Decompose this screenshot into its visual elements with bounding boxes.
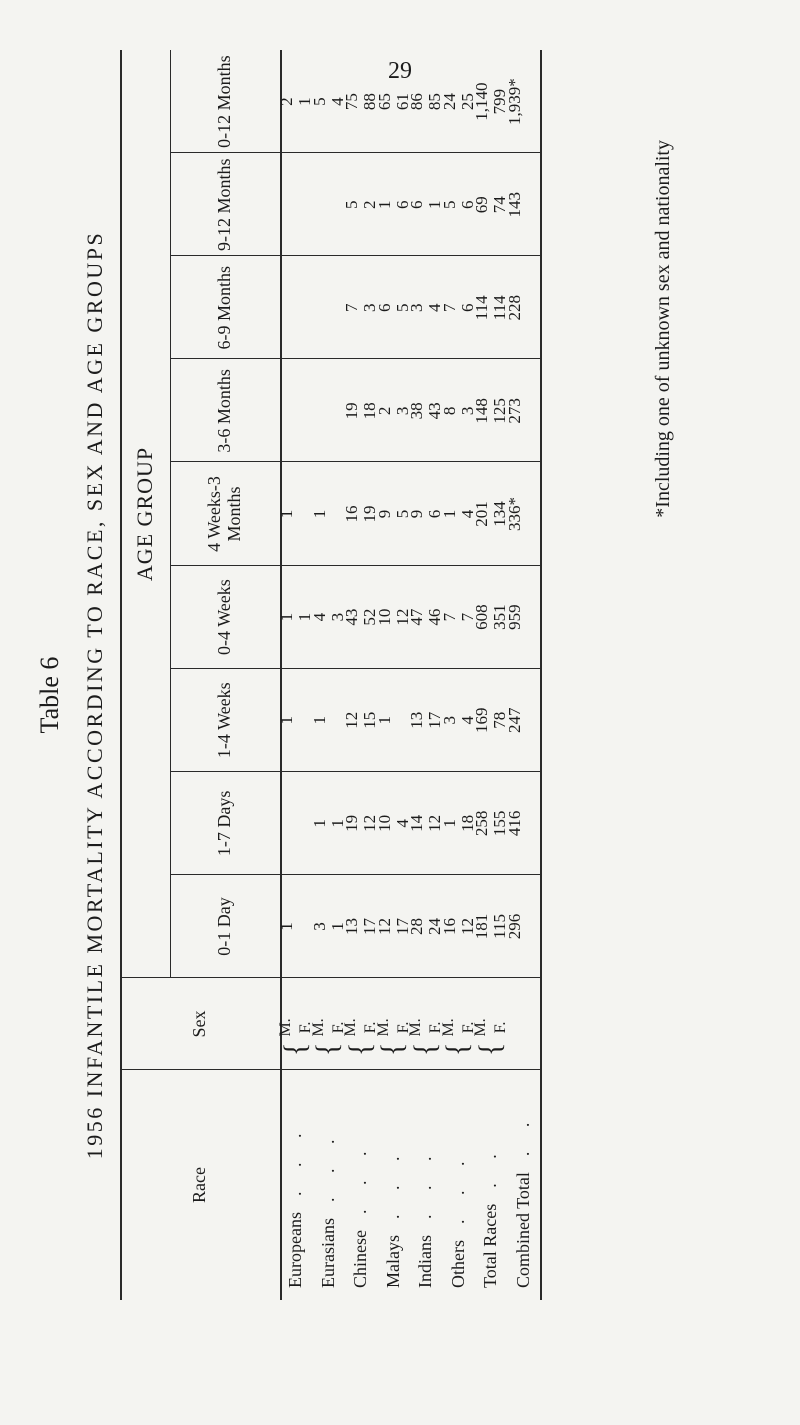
age-group-col-header: 3-6 Months (214, 369, 235, 453)
value: 7 (439, 612, 459, 622)
value: 336* (504, 497, 524, 532)
value: 2 (360, 200, 380, 209)
value-cell (309, 50, 347, 153)
value: 1 (309, 819, 329, 828)
value: 5 (392, 303, 412, 313)
leader-dots: . . . (285, 1123, 306, 1197)
sex-label: F. (394, 1021, 412, 1034)
value-cell (342, 359, 380, 462)
value-cell (407, 50, 445, 153)
brace-icon: { (440, 1042, 475, 1056)
sex-label: M. (342, 1018, 360, 1037)
value: 959 (504, 604, 524, 630)
value: 1 (439, 819, 459, 828)
race-label: Eurasians (317, 1218, 338, 1288)
value-cell (277, 566, 315, 669)
value-cell (407, 669, 445, 772)
value-cell (407, 772, 445, 875)
value-cell (309, 462, 346, 565)
leader-dots: . . . (447, 1151, 468, 1224)
value: 15 (360, 711, 380, 729)
value: 13 (342, 917, 362, 935)
value: 19 (342, 402, 362, 420)
value: 74 (490, 196, 510, 214)
value-cell (374, 256, 412, 359)
sex-label: F. (492, 1021, 510, 1034)
race-label: Combined Total (512, 1172, 533, 1288)
leader-dots: . . (512, 1112, 533, 1157)
value: 5 (342, 200, 362, 209)
value: 12 (392, 608, 412, 626)
race-label: Others (447, 1240, 468, 1288)
value-cell (407, 153, 445, 256)
value: 608 (472, 604, 492, 630)
value: 258 (472, 810, 492, 837)
value: 5 (392, 509, 412, 519)
value: 1 (327, 922, 347, 931)
brace-icon: { (343, 1042, 378, 1056)
race-name (313, 1058, 346, 1300)
value: 1 (277, 612, 297, 622)
value: 10 (374, 608, 394, 626)
race-label: Chinese (350, 1230, 371, 1288)
sex-header: Sex (189, 1010, 210, 1038)
sex-label: M. (374, 1018, 392, 1037)
age-group-col-header: 0-4 Weeks (214, 579, 235, 655)
value-cell (472, 566, 510, 669)
value: 24 (439, 93, 459, 111)
sex-pair (309, 964, 347, 1070)
value-cell (309, 875, 347, 978)
value: 6 (457, 200, 477, 209)
value: 134 (490, 501, 510, 527)
table-label: Table 6 (35, 656, 64, 734)
value-cell (504, 772, 541, 875)
rule-bottom (540, 50, 542, 1300)
value: 4 (425, 303, 445, 313)
brace-icon: { (408, 1042, 443, 1056)
value-cell (407, 566, 445, 669)
value: 3 (327, 612, 347, 622)
value-cell (407, 256, 445, 359)
value: 228 (504, 295, 524, 321)
leader-dots: . . . (382, 1146, 403, 1219)
value-cell (439, 50, 477, 153)
race-name (508, 1058, 541, 1300)
value: 12 (457, 917, 477, 935)
value: 18 (457, 814, 477, 832)
value: 125 (490, 398, 510, 424)
value-cell (342, 875, 380, 978)
race-label: Indians (415, 1235, 436, 1288)
value: 28 (407, 917, 427, 935)
value: 10 (374, 814, 394, 832)
leader-dots: . . . (415, 1146, 436, 1219)
value-cell (407, 462, 445, 565)
value: 52 (360, 608, 380, 626)
race-label: Malays (382, 1235, 403, 1288)
value: 114 (472, 295, 492, 321)
value-cell (439, 669, 477, 772)
race-header: Race (189, 1167, 210, 1203)
rotated-table-page (0, 30, 800, 1360)
value: 69 (472, 196, 492, 214)
value-cell (374, 153, 412, 256)
value: 9 (407, 509, 427, 519)
value: 1 (374, 200, 394, 209)
leader-dots: . . . (317, 1129, 338, 1203)
race-name (378, 1058, 411, 1300)
race-name (280, 1058, 313, 1300)
value-cell (472, 875, 510, 978)
value: 1 (309, 509, 329, 519)
value: 12 (425, 814, 445, 832)
value-cell (342, 669, 380, 772)
value: 799 (490, 88, 510, 115)
sex-label: F. (362, 1021, 380, 1034)
value: 3 (439, 715, 459, 725)
value: 351 (490, 604, 510, 630)
mortality-table (120, 50, 540, 1300)
value-cell (472, 256, 510, 359)
value: 3 (360, 303, 380, 313)
value: 12 (374, 917, 394, 935)
value-cell (342, 462, 380, 565)
value-cell (439, 359, 477, 462)
value-cell (504, 462, 541, 565)
value-cell (504, 669, 541, 772)
sex-labels (471, 1018, 511, 1036)
value-cell (439, 153, 477, 256)
value-cell (439, 256, 477, 359)
race-label: Total Races (480, 1203, 501, 1288)
race-name (443, 1058, 476, 1300)
value-cell (374, 50, 412, 153)
value: 46 (425, 608, 445, 626)
sex-label: F. (297, 1021, 315, 1034)
value-cell (374, 875, 412, 978)
value: 6 (457, 303, 477, 313)
value-cell (374, 566, 412, 669)
value: 2 (277, 97, 297, 106)
value: 1 (277, 715, 297, 725)
sex-pair (342, 964, 380, 1070)
value: 16 (439, 917, 459, 935)
value: 7 (342, 303, 362, 313)
sex-pair (374, 964, 412, 1070)
value-cell (504, 359, 541, 462)
value: 85 (425, 93, 445, 111)
age-group-col-header: 1-7 Days (214, 790, 235, 857)
value-cell (309, 772, 347, 875)
value-cell (309, 566, 347, 669)
value: 201 (472, 501, 492, 527)
leader-dots: . . . (350, 1141, 371, 1214)
page-number: 29 (388, 58, 412, 84)
value: 1 (425, 200, 445, 209)
sex-label: F. (329, 1021, 347, 1034)
value-cell (277, 462, 313, 565)
value: 1 (295, 97, 315, 106)
value: 4 (309, 612, 329, 622)
value: 14 (407, 814, 427, 832)
value: 155 (490, 810, 510, 837)
race-name (345, 1058, 378, 1300)
value: 19 (360, 505, 380, 523)
sex-label: M. (309, 1018, 327, 1037)
age-group-col-header: 4 Weeks-3 Months (204, 476, 244, 552)
value: 88 (360, 93, 380, 111)
value: 5 (439, 200, 459, 209)
value: 65 (374, 93, 394, 111)
race-label: Europeans (285, 1212, 306, 1288)
value: 38 (407, 402, 427, 420)
value-cell (472, 153, 510, 256)
value: 6 (407, 200, 427, 209)
value: 169 (472, 707, 492, 733)
race-name (410, 1058, 443, 1300)
value: 4 (327, 97, 347, 106)
value: 12 (360, 814, 380, 832)
sex-label: M. (439, 1018, 457, 1037)
value-cell (472, 359, 510, 462)
sex-pair (508, 964, 541, 1070)
value-cell (280, 256, 313, 359)
value: 273 (504, 398, 524, 424)
value: 43 (425, 402, 445, 420)
value: 247 (504, 707, 524, 733)
value: 1 (277, 509, 297, 519)
value-cell (504, 50, 541, 153)
value-cell (374, 359, 412, 462)
value: 181 (472, 913, 492, 940)
sex-pair (472, 964, 510, 1070)
value: 17 (360, 917, 380, 935)
value-cell (309, 669, 346, 772)
value-cell (472, 772, 510, 875)
value: 13 (407, 711, 427, 729)
value-cell (504, 875, 541, 978)
value-cell (342, 50, 380, 153)
value: 4 (457, 715, 477, 725)
footnote: *Including one of unknown sex and nationality (652, 140, 674, 518)
sex-label: F. (427, 1021, 445, 1034)
value: 2 (374, 406, 394, 416)
age-group-header: AGE GROUP (131, 446, 157, 582)
value: 1,939* (504, 78, 524, 125)
value: 8 (439, 406, 459, 416)
value-cell (504, 153, 541, 256)
value-cell (313, 359, 346, 462)
age-group-col-header: 0-1 Day (214, 897, 235, 956)
race-name (475, 1058, 508, 1300)
value: 6 (425, 509, 445, 519)
value: 78 (490, 711, 510, 729)
age-group-col-header: 6-9 Months (214, 266, 235, 350)
brace-icon: { (473, 1042, 508, 1056)
value-cell (439, 462, 477, 565)
value: 19 (342, 814, 362, 832)
value: 1,140 (472, 82, 492, 121)
value: 1 (374, 715, 394, 725)
age-group-col-header: 0-12 Months (214, 55, 235, 148)
value: 416 (504, 810, 524, 837)
value: 1 (295, 612, 315, 622)
value: 148 (472, 398, 492, 424)
value: 12 (342, 711, 362, 729)
brace-icon: { (375, 1042, 410, 1056)
value-cell (280, 359, 313, 462)
value: 1 (277, 922, 297, 931)
value: 3 (407, 303, 427, 313)
sex-pair (407, 964, 445, 1070)
value: 1 (327, 819, 347, 828)
value-cell (277, 669, 313, 772)
value-cell (374, 772, 412, 875)
sex-label: M. (472, 1018, 490, 1037)
value: 296 (504, 913, 524, 940)
value-cell (280, 772, 313, 875)
value: 47 (407, 608, 427, 626)
sex-label: F. (459, 1021, 477, 1034)
sex-label: M. (407, 1018, 425, 1037)
value-cell (342, 153, 380, 256)
value: 17 (392, 917, 412, 935)
table-title: 1956 INFANTILE MORTALITY ACCORDING TO RACE, SEX AND AGE GROUPS (82, 230, 107, 1160)
value: 16 (342, 505, 362, 523)
value-cell (439, 772, 477, 875)
value-cell (439, 875, 477, 978)
value: 1 (439, 509, 459, 519)
sex-pair (277, 964, 315, 1070)
value-cell (342, 566, 380, 669)
value: 7 (439, 303, 459, 313)
value: 3 (392, 406, 412, 416)
value: 114 (490, 295, 510, 321)
value-cell (407, 875, 445, 978)
value: 18 (360, 402, 380, 420)
value: 17 (425, 711, 445, 729)
value-cell (439, 566, 477, 669)
value-cell (277, 50, 315, 153)
value-cell (472, 462, 510, 565)
value-cell (472, 50, 510, 153)
value: 61 (392, 93, 412, 111)
value-cell (504, 256, 541, 359)
value: 6 (374, 303, 394, 313)
sex-label: M. (277, 1018, 295, 1037)
value-cell (280, 153, 313, 256)
value-cell (374, 462, 412, 565)
value: 24 (425, 917, 445, 935)
value: 4 (457, 509, 477, 519)
value: 75 (342, 93, 362, 111)
value: 3 (309, 922, 329, 931)
value: 7 (457, 612, 477, 622)
value-cell (407, 359, 445, 462)
value: 4 (392, 819, 412, 828)
value-cell (342, 772, 380, 875)
leader-dots: . . (480, 1144, 501, 1188)
value: 3 (457, 406, 477, 416)
value: 115 (490, 914, 510, 939)
brace-icon: { (278, 1042, 313, 1056)
value: 1 (309, 715, 329, 725)
value-cell (504, 566, 541, 669)
value: 6 (392, 200, 412, 209)
value-cell (277, 875, 313, 978)
value: 5 (309, 97, 329, 106)
value: 43 (342, 608, 362, 626)
value: 9 (374, 509, 394, 519)
brace-icon: { (310, 1042, 345, 1056)
value: 25 (457, 93, 477, 111)
age-group-col-header: 1-4 Weeks (214, 682, 235, 759)
sex-pair (439, 964, 477, 1070)
value: 143 (504, 191, 524, 218)
value-cell (313, 256, 346, 359)
value-cell (374, 669, 411, 772)
value-cell (342, 256, 380, 359)
age-group-col-header: 9-12 Months (214, 158, 235, 251)
value-cell (313, 153, 346, 256)
value-cell (472, 669, 510, 772)
value: 86 (407, 93, 427, 111)
